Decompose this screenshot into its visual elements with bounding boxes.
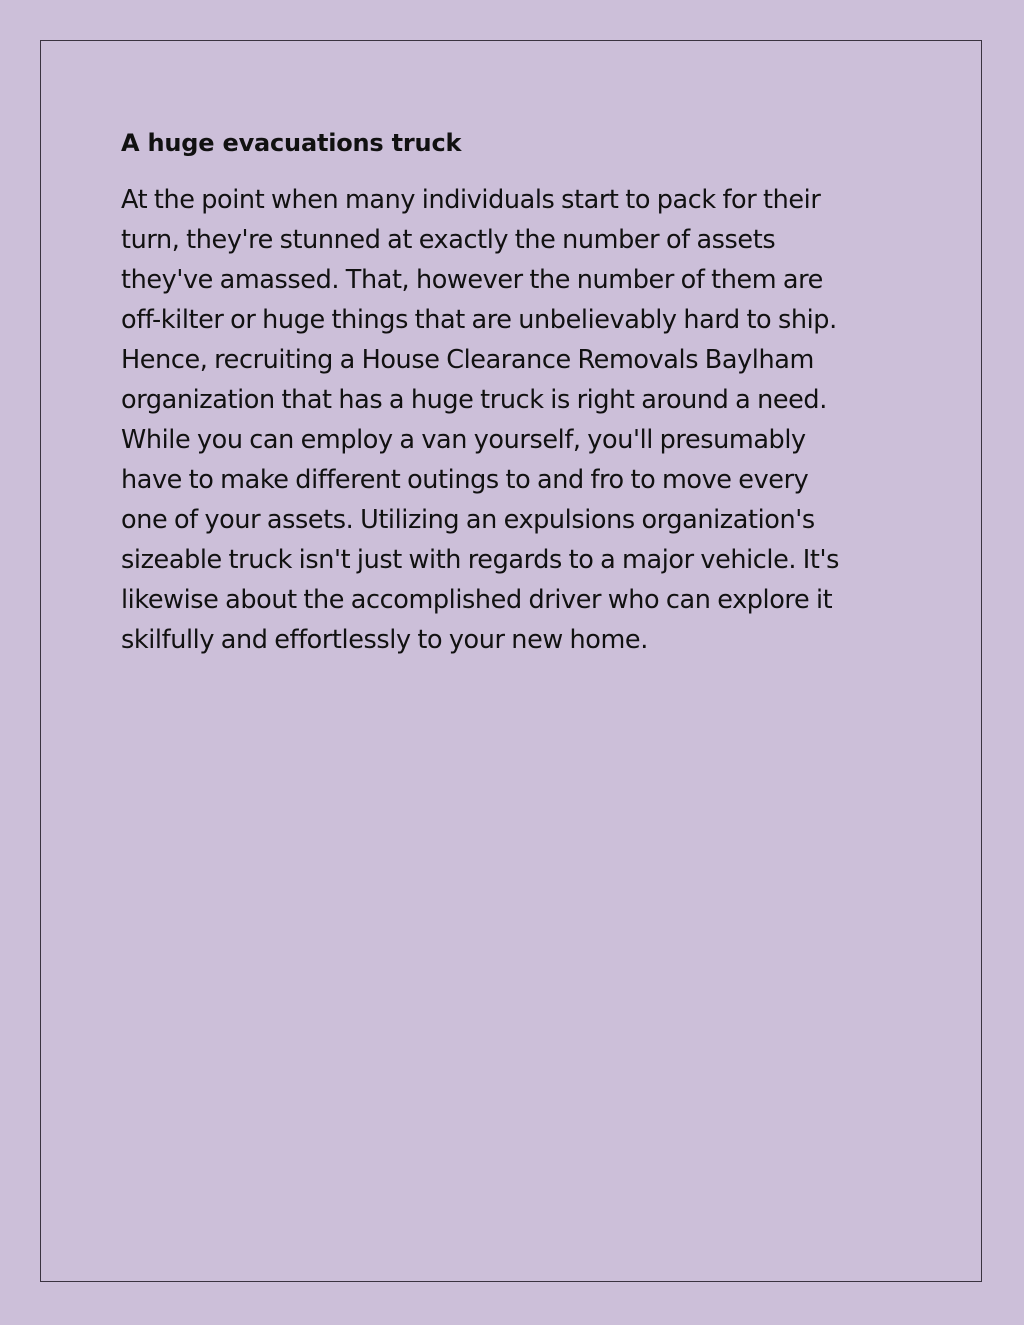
paragraph-line: they've amassed. That, however the number of them are: [121, 265, 823, 295]
paragraph-line: While you can employ a van yourself, you'll presumably: [121, 425, 806, 455]
document-paragraph: [121, 180, 911, 660]
paragraph-line: skilfully and effortlessly to your new home.: [121, 625, 648, 655]
paragraph-line: sizeable truck isn't just with regards to a major vehicle. It's: [121, 545, 840, 575]
paragraph-line: off-kilter or huge things that are unbelievably hard to ship.: [121, 305, 837, 335]
paragraph-line: likewise about the accomplished driver who can explore it: [121, 585, 833, 615]
paragraph-line: have to make different outings to and fro to move every: [121, 465, 809, 495]
paragraph-line: Hence, recruiting a House Clearance Removals Baylham: [121, 345, 814, 375]
document-heading: A huge evacuations truck: [121, 129, 462, 157]
paragraph-line: organization that has a huge truck is right around a need.: [121, 385, 827, 415]
document-content: [121, 126, 911, 660]
paragraph-line: At the point when many individuals start to pack for their: [121, 185, 821, 215]
paragraph-line: one of your assets. Utilizing an expulsions organization's: [121, 505, 815, 535]
paragraph-line: turn, they're stunned at exactly the number of assets: [121, 225, 776, 255]
